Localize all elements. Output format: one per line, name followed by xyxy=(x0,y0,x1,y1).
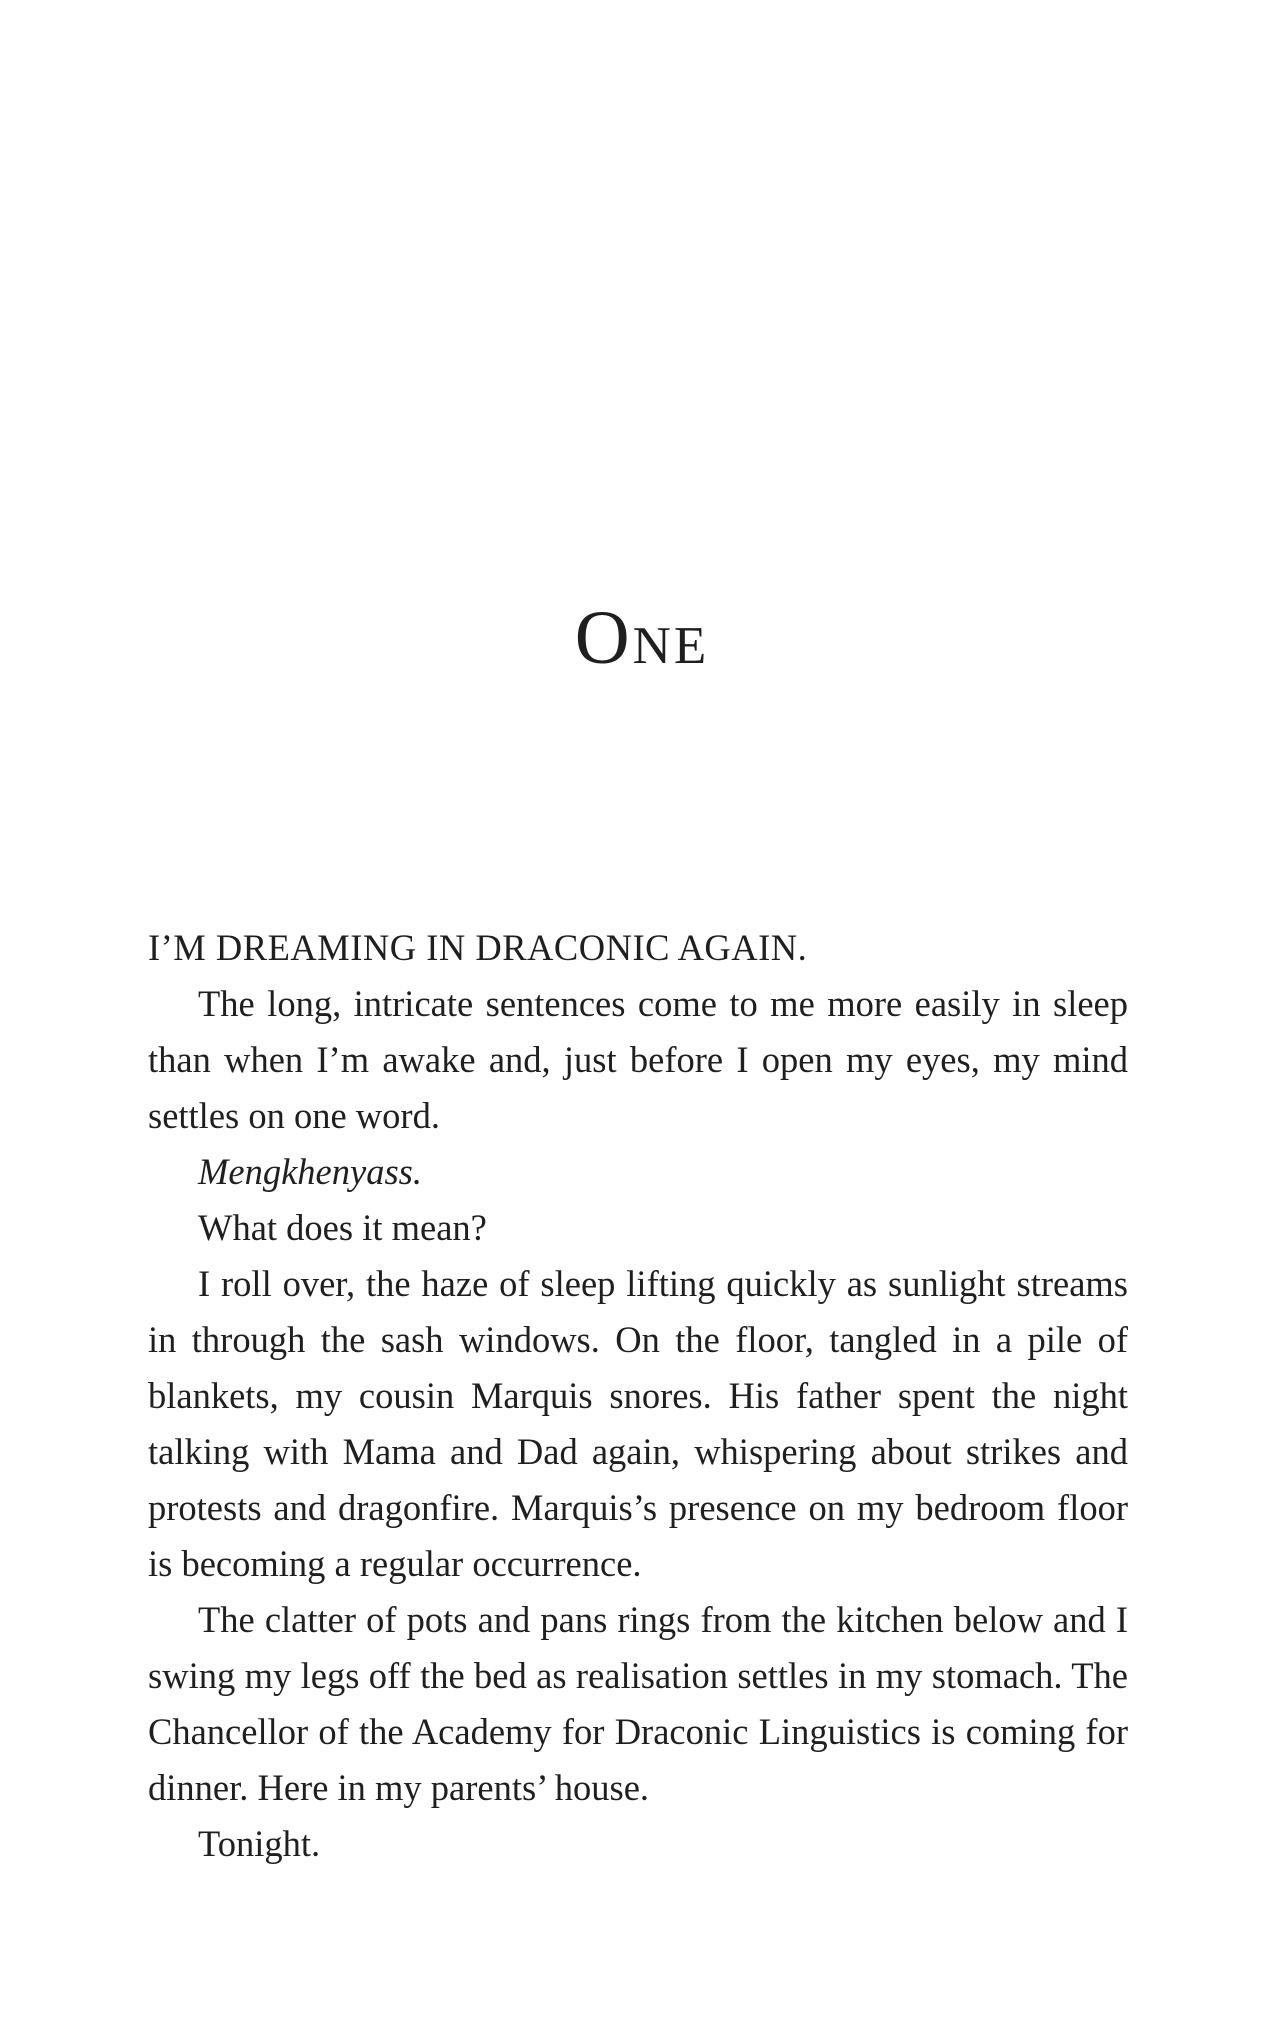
paragraph: Tonight. xyxy=(198,1823,321,1864)
paragraph: The clatter of pots and pans rings from the kitchen below and I swing my legs off the bed as realisation settles in my stomach. The Chancellor of the Academy for Draconic Linguistics is coming for dinner. Here in my parents’ house. xyxy=(148,1599,1128,1808)
opening-line: I’M DREAMING IN DRACONIC AGAIN. xyxy=(148,927,808,968)
paragraph: What does it mean? xyxy=(198,1207,487,1248)
chapter-body xyxy=(148,920,1128,1872)
paragraph: I roll over, the haze of sleep lifting quickly as sunlight streams in through the sash windows. On the floor, tangled in a pile of blankets, my cousin Marquis snores. His father spent the night talking with Mama and Dad again, whispering about strikes and protests and dragonfire. Marquis’s presence on my bedroom floor is becoming a regular occurrence. xyxy=(148,1263,1128,1584)
paragraph: The long, intricate sentences come to me more easily in sleep than when I’m awake and, just before I open my eyes, my mind settles on one word. xyxy=(148,983,1128,1136)
draconic-word: Mengkhenyass. xyxy=(198,1151,422,1192)
chapter-title: One xyxy=(574,596,710,680)
